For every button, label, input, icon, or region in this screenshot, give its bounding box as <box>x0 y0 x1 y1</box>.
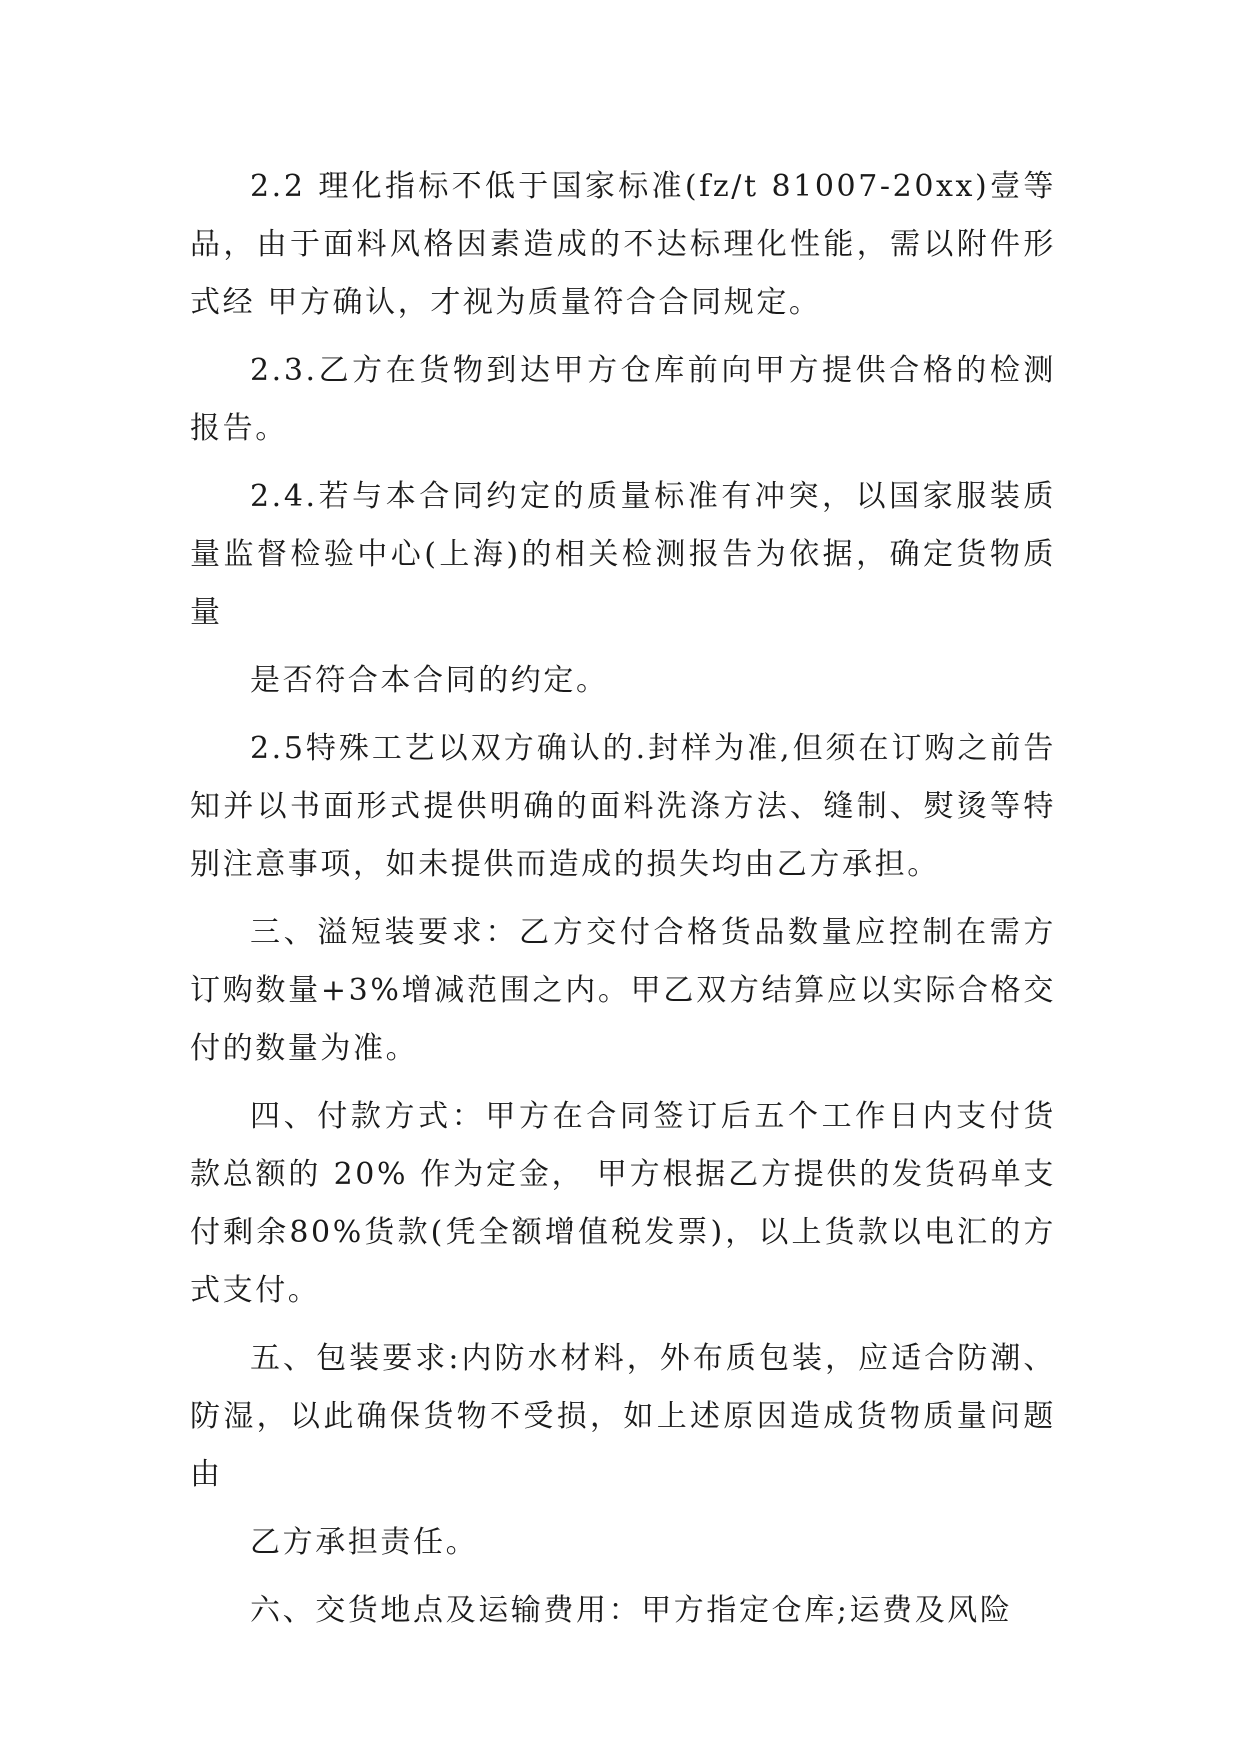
paragraph-section-4: 四、付款方式：甲方在合同签订后五个工作日内支付货款总额的 20% 作为定金， 甲方根据乙方提供的发货码单支付剩余80%货款(凭全额增值税发票)，以上货款以电汇的方式支付。 <box>190 1099 1056 1308</box>
paragraph-2-3: 2.3.乙方在货物到达甲方仓库前向甲方提供合格的检测报告。 <box>190 353 1056 446</box>
paragraph-section-3: 三、溢短装要求：乙方交付合格货品数量应控制在需方订购数量+3%增减范围之内。甲乙双方结算应以实际合格交付的数量为准。 <box>190 915 1056 1066</box>
document-body <box>190 158 1056 1650</box>
paragraph-2-4: 2.4.若与本合同约定的质量标准有冲突，以国家服装质量监督检验中心(上海)的相关检测报告为依据，确定货物质量 <box>190 479 1056 630</box>
paragraph-section-6: 六、交货地点及运输费用：甲方指定仓库;运费及风险 <box>250 1593 1013 1628</box>
paragraph-2-5: 2.5特殊工艺以双方确认的.封样为准,但须在订购之前告知并以书面形式提供明确的面料洗涤方法、缝制、熨烫等特别注意事项，如未提供而造成的损失均由乙方承担。 <box>190 731 1056 882</box>
paragraph-section-5: 五、包装要求:内防水材料，外布质包装，应适合防潮、防湿，以此确保货物不受损，如上述原因造成货物质量问题由 <box>190 1341 1056 1492</box>
paragraph-2-2: 2.2 理化指标不低于国家标准(fz/t 81007-20xx)壹等品，由于面料风格因素造成的不达标理化性能，需以附件形式经 甲方确认，才视为质量符合合同规定。 <box>190 169 1056 320</box>
paragraph-section-5-continued: 乙方承担责任。 <box>250 1525 479 1560</box>
paragraph-2-4-continued: 是否符合本合同的约定。 <box>250 663 609 698</box>
